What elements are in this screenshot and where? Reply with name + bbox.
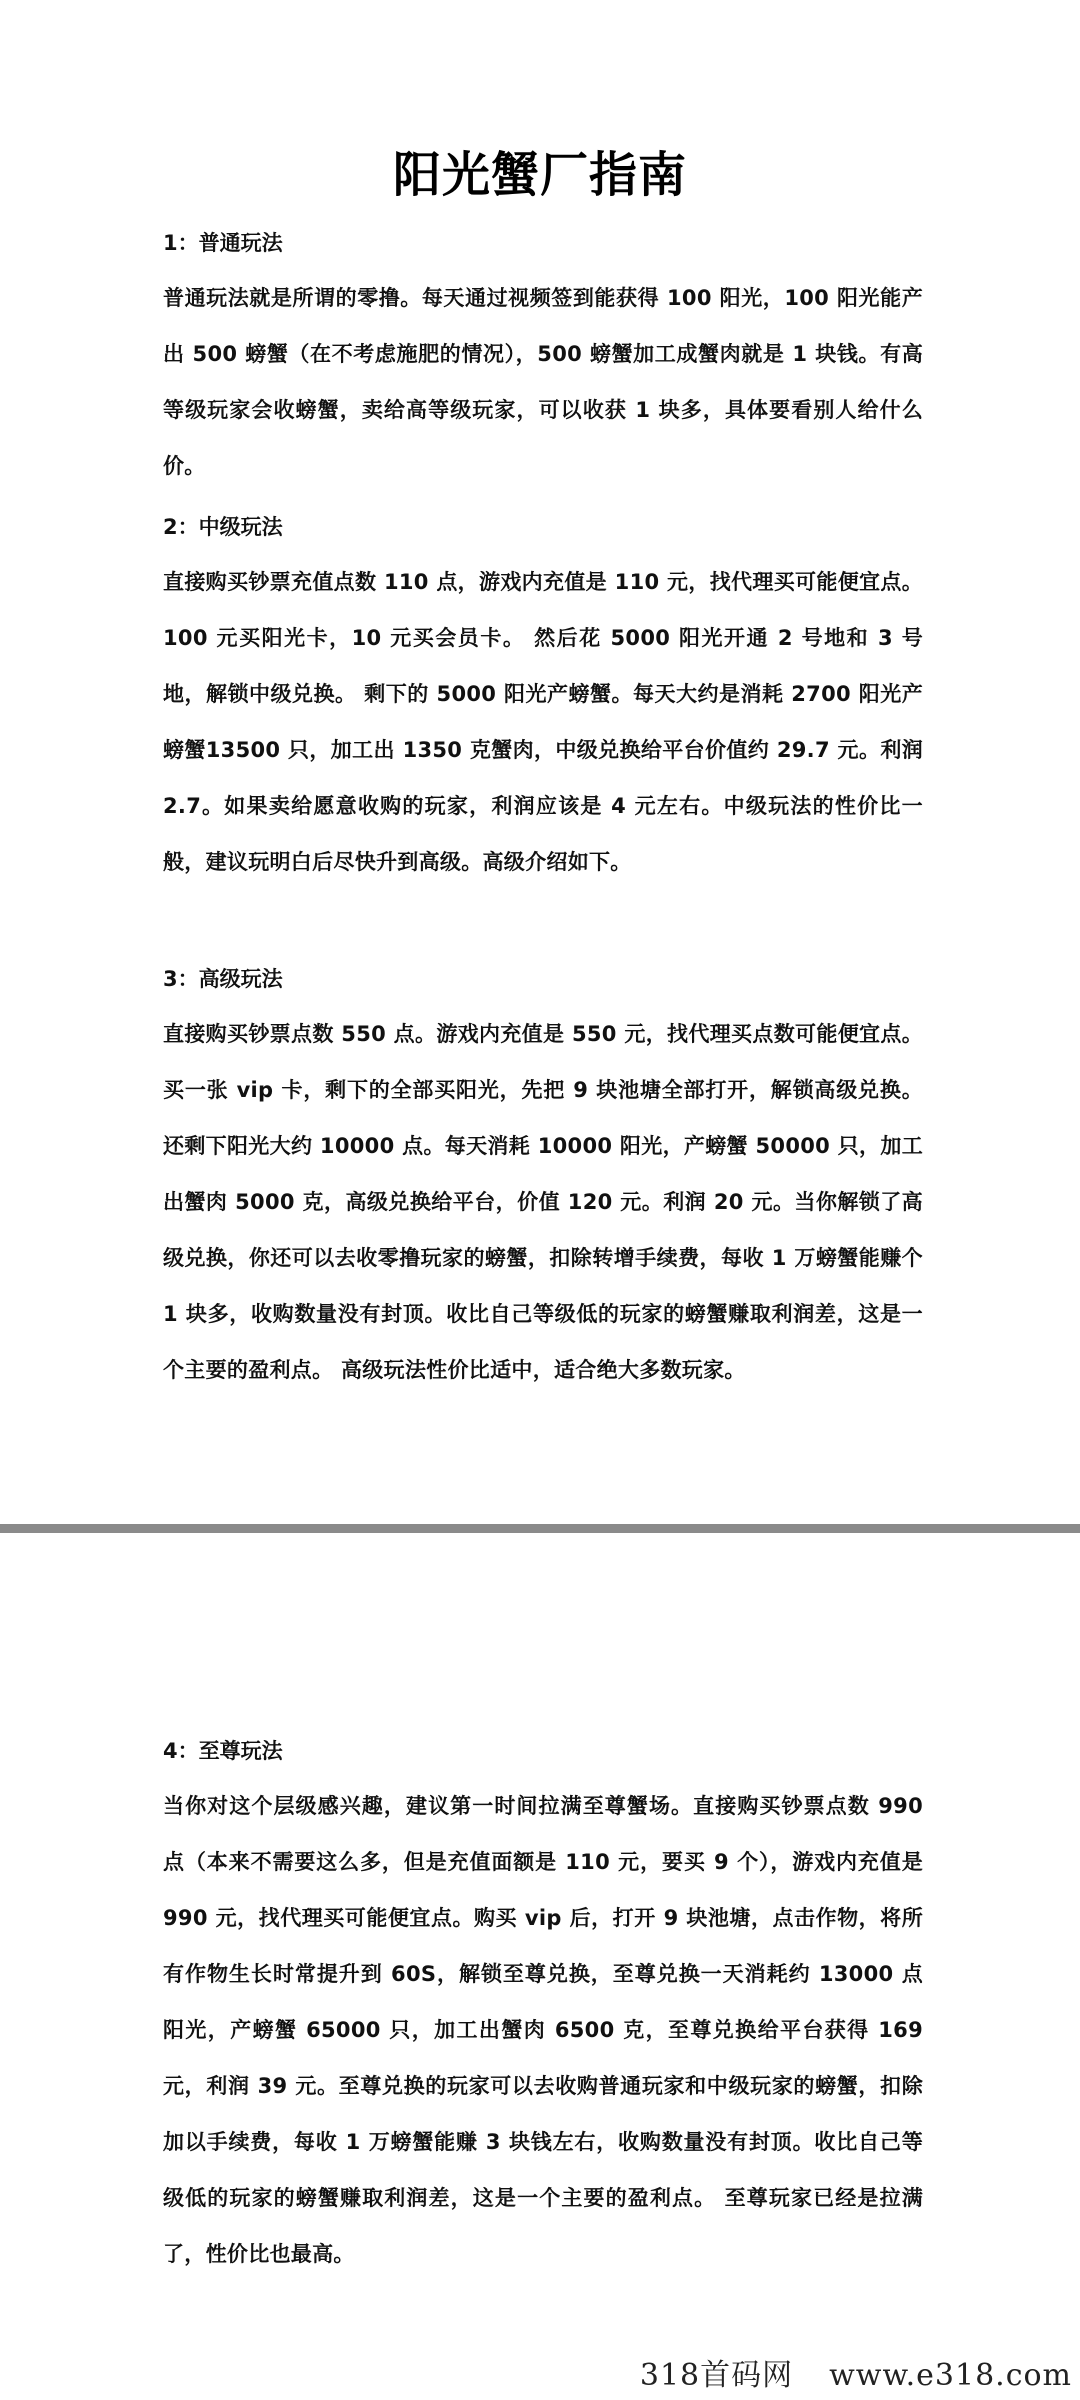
watermark-site-url: www.e318.com [829, 2358, 1072, 2393]
section-intermediate-play [163, 512, 923, 890]
section-body: 直接购买钞票点数 550 点。游戏内充值是 550 元，找代理买点数可能便宜点。买一张 vip 卡，剩下的全部买阳光，先把 9 块池塘全部打开，解锁高级兑换。还剩下阳光大约 10000 点。每天消耗 10000 阳光，产螃蟹 50000 只，加工出蟹肉 5000 克，高级兑换给平台，价值 120 元。利润 20 元。当你解锁了高级兑换，你还可以去收零撸玩家的螃蟹，扣除转增手续费，每收 1 万螃蟹能赚个 1 块多，收购数量没有封顶。收比自己等级低的玩家的螃蟹赚取利润差，这是一个主要的盈利点。 高级玩法性价比适中，适合绝大多数玩家。 [163, 1022, 923, 1382]
section-body: 直接购买钞票充值点数 110 点，游戏内充值是 110 元，找代理买可能便宜点。100 元买阳光卡，10 元买会员卡。 然后花 5000 阳光开通 2 号地和 3 号地，解锁中级兑换。 剩下的 5000 阳光产螃蟹。每天大约是消耗 2700 阳光产螃蟹13500 只，加工出 1350 克蟹肉，中级兑换给平台价值约 29.7 元。利润 2.7。如果卖给愿意收购的玩家，利润应该是 4 元左右。中级玩法的性价比一般，建议玩明白后尽快升到高级。高级介绍如下。 [163, 570, 923, 874]
page-divider [0, 1524, 1080, 1533]
document-title: 阳光蟹厂指南 [392, 147, 687, 203]
section-heading: 1：普通玩法 [163, 231, 283, 255]
section-basic-play [163, 228, 923, 494]
section-body: 普通玩法就是所谓的零撸。每天通过视频签到能获得 100 阳光，100 阳光能产出 500 螃蟹（在不考虑施肥的情况），500 螃蟹加工成蟹肉就是 1 块钱。有高等级玩家会收螃蟹，卖给高等级玩家，可以收获 1 块多，具体要看别人给什么价。 [163, 286, 923, 478]
footer-watermark [640, 2350, 1072, 2394]
section-heading: 2：中级玩法 [163, 515, 283, 539]
section-heading: 4：至尊玩法 [163, 1739, 283, 1763]
section-heading: 3：高级玩法 [163, 967, 283, 991]
section-advanced-play [163, 964, 923, 1398]
section-body: 当你对这个层级感兴趣，建议第一时间拉满至尊蟹场。直接购买钞票点数 990 点（本来不需要这么多，但是充值面额是 110 元，要买 9 个），游戏内充值是990 元，找代理买可能便宜点。购买 vip 后，打开 9 块池塘，点击作物，将所有作物生长时常提升到 60S，解锁至尊兑换，至尊兑换一天消耗约 13000 点阳光，产螃蟹 65000 只，加工出蟹肉 6500 克，至尊兑换给平台获得 169 元，利润 39 元。至尊兑换的玩家可以去收购普通玩家和中级玩家的螃蟹，扣除加以手续费，每收 1 万螃蟹能赚 3 块钱左右，收购数量没有封顶。收比自己等级低的玩家的螃蟹赚取利润差，这是一个主要的盈利点。 至尊玩家已经是拉满了，性价比也最高。 [163, 1794, 923, 2266]
section-supreme-play [163, 1736, 923, 2282]
watermark-site-name: 318首码网 [639, 2358, 794, 2393]
